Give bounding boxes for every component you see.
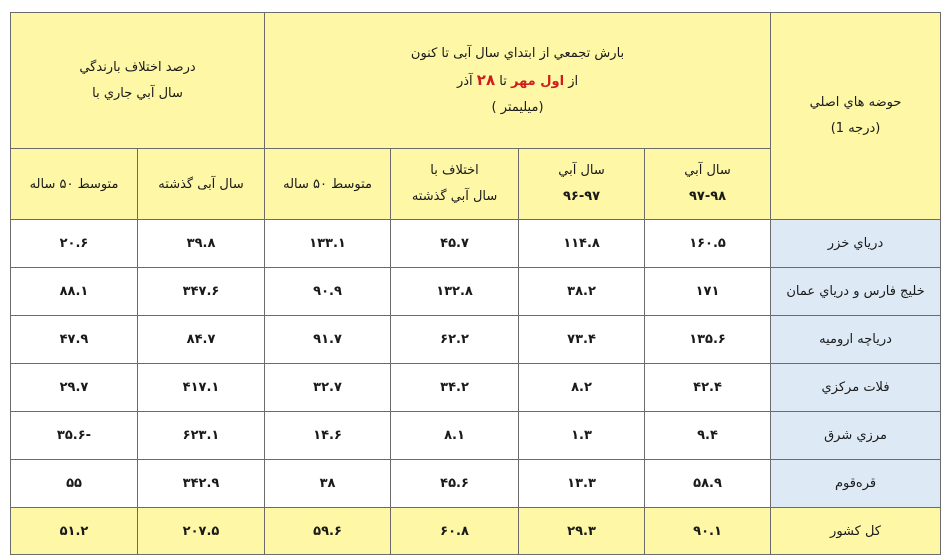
value-9697: ۳۸.۲ — [519, 268, 645, 316]
total-9798: ۹۰.۱ — [645, 508, 771, 555]
col-header-diff: اختلاف با سال آبي گذشته — [391, 149, 519, 220]
table-row — [11, 316, 941, 364]
value-pct-last: ۸۴.۷ — [138, 316, 265, 364]
value-diff: ۱۳۲.۸ — [391, 268, 519, 316]
total-name: كل كشور — [771, 508, 941, 555]
value-pct-avg50: ۵۵ — [11, 460, 138, 508]
value-9798: ۴۲.۴ — [645, 364, 771, 412]
value-diff: ۸.۱ — [391, 412, 519, 460]
table-row — [11, 268, 941, 316]
value-avg50: ۹۰.۹ — [265, 268, 391, 316]
value-avg50: ۳۸ — [265, 460, 391, 508]
value-9798: ۱۶۰.۵ — [645, 220, 771, 268]
basin-name: خليج فارس و درياي عمان — [771, 268, 941, 316]
basin-name: درياچه اروميه — [771, 316, 941, 364]
value-avg50: ۳۲.۷ — [265, 364, 391, 412]
precip-header: بارش تجمعي از ابتداي سال آبی تا کنون از اول مهر تا ۲۸ آذر (میلیمتر ) — [265, 13, 771, 149]
value-pct-last: ۳۹.۸ — [138, 220, 265, 268]
total-avg50: ۵۹.۶ — [265, 508, 391, 555]
col-header-9697: سال آبي ۹۶-۹۷ — [519, 149, 645, 220]
total-9697: ۲۹.۳ — [519, 508, 645, 555]
total-pct-avg50: ۵۱.۲ — [11, 508, 138, 555]
value-avg50: ۹۱.۷ — [265, 316, 391, 364]
basin-name: درياي خزر — [771, 220, 941, 268]
table-row — [11, 412, 941, 460]
value-pct-avg50: -۳۵.۶ — [11, 412, 138, 460]
value-9798: ۵۸.۹ — [645, 460, 771, 508]
col-header-9798: سال آبي ۹۷-۹۸ — [645, 149, 771, 220]
basin-name: قره‌قوم — [771, 460, 941, 508]
total-pct-last: ۲۰۷.۵ — [138, 508, 265, 555]
total-row — [11, 508, 941, 555]
value-9697: ۱۱۴.۸ — [519, 220, 645, 268]
value-pct-last: ۴۱۷.۱ — [138, 364, 265, 412]
value-diff: ۶۲.۲ — [391, 316, 519, 364]
value-pct-avg50: ۴۷.۹ — [11, 316, 138, 364]
value-pct-avg50: ۲۹.۷ — [11, 364, 138, 412]
value-9798: ۱۷۱ — [645, 268, 771, 316]
table-row — [11, 460, 941, 508]
value-pct-avg50: ۲۰.۶ — [11, 220, 138, 268]
value-diff: ۴۵.۶ — [391, 460, 519, 508]
basin-header: حوضه هاي اصلي (درجه 1) — [771, 13, 941, 220]
table-row — [11, 364, 941, 412]
basin-name: فلات مركزي — [771, 364, 941, 412]
basin-name: مرزي شرق — [771, 412, 941, 460]
table-row — [11, 220, 941, 268]
value-9798: ۹.۴ — [645, 412, 771, 460]
value-diff: ۳۴.۲ — [391, 364, 519, 412]
value-pct-last: ۳۴۲.۹ — [138, 460, 265, 508]
value-diff: ۴۵.۷ — [391, 220, 519, 268]
value-pct-last: ۳۴۷.۶ — [138, 268, 265, 316]
value-pct-avg50: ۸۸.۱ — [11, 268, 138, 316]
value-avg50: ۱۳۳.۱ — [265, 220, 391, 268]
value-pct-last: ۶۲۳.۱ — [138, 412, 265, 460]
value-9798: ۱۳۵.۶ — [645, 316, 771, 364]
precip-period: از اول مهر تا ۲۸ آذر — [456, 70, 579, 89]
diffpct-header: درصد اختلاف بارندگي سال آبي جاري با — [11, 13, 265, 149]
col-header-pct-avg50: متوسط ۵۰ ساله — [11, 149, 138, 220]
col-header-pct-last: سال آبی گذشته — [138, 149, 265, 220]
value-9697: ۸.۲ — [519, 364, 645, 412]
col-header-avg50: متوسط ۵۰ ساله — [265, 149, 391, 220]
value-9697: ۱۳.۳ — [519, 460, 645, 508]
value-avg50: ۱۴.۶ — [265, 412, 391, 460]
value-9697: ۷۳.۴ — [519, 316, 645, 364]
value-9697: ۱.۳ — [519, 412, 645, 460]
total-diff: ۶۰.۸ — [391, 508, 519, 555]
precipitation-table — [10, 12, 941, 555]
